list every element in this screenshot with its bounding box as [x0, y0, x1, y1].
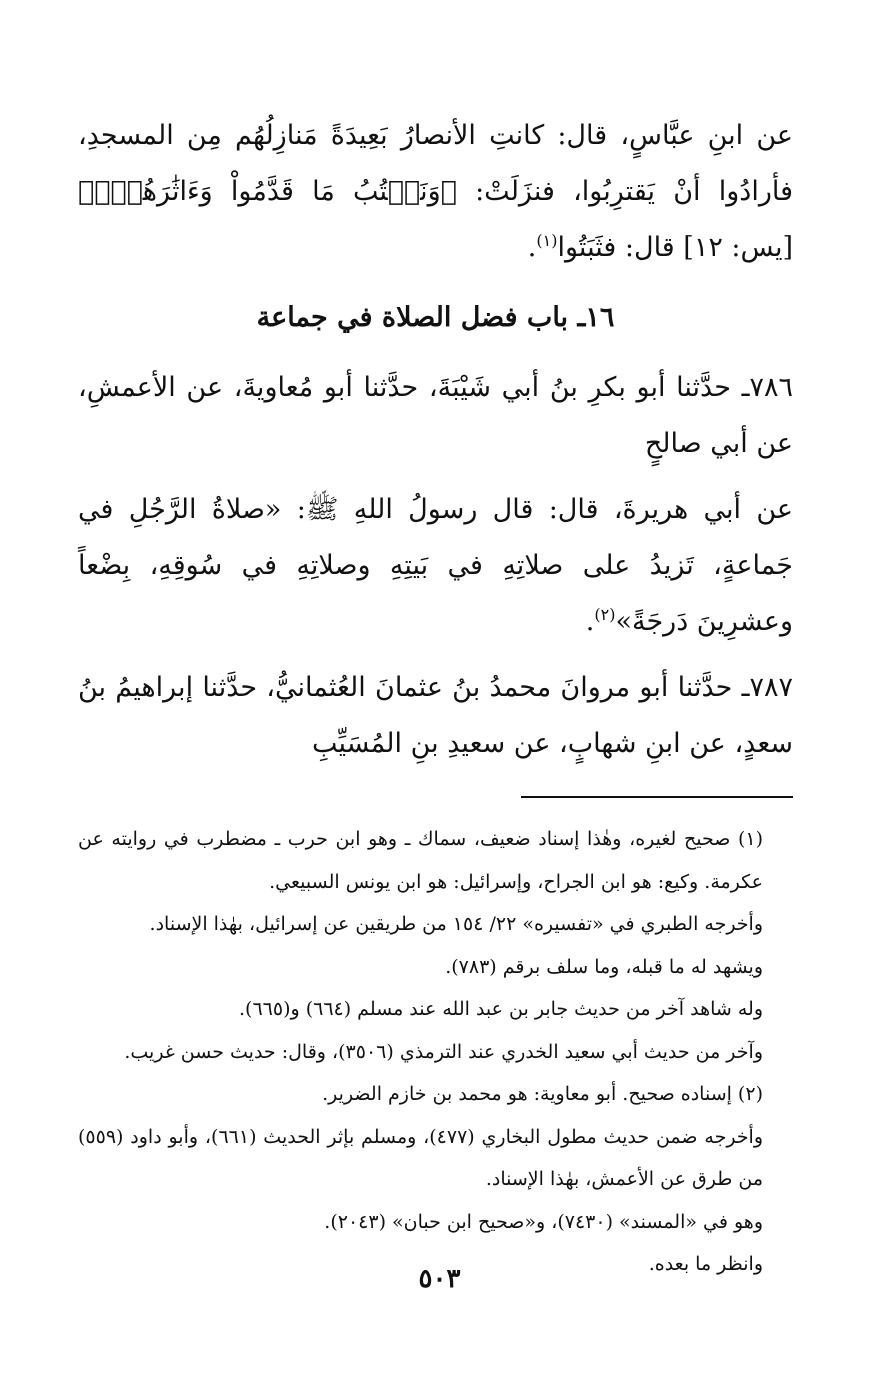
footnote-1-line: وله شاهد آخر من حديث جابر بن عبد الله عند مسلم (٦٦٤) و(٦٦٥). [238, 998, 763, 1020]
main-text [78, 108, 793, 772]
footnote-1: (١) صحيح لغيره، وهٰذا إسناد ضعيف، سماك ـ وهو ابن حرب ـ مضطرب في روايته عن عكرمة. وكيع: هو ابن الجراح، وإسرائيل: هو ابن يونس السبيعي. [78, 828, 763, 893]
footnote-2-line: وأخرجه ضمن حديث مطول البخاري (٤٧٧)، ومسلم بإثر الحديث (٦٦١)، وأبو داود (٥٥٩) من طرق عن الأعمش، بهٰذا الإسناد. [78, 1125, 763, 1190]
footnote-1-line: وأخرجه الطبري في «تفسيره» ٢٢/ ١٥٤ من طريقين عن إسرائيل، بهٰذا الإسناد. [149, 913, 763, 935]
footnote-2: (٢) إسناده صحيح. أبو معاوية: هو محمد بن خازم الضرير. [322, 1083, 763, 1105]
footnote-ref-2[interactable]: (٢) [594, 605, 616, 624]
footnote-ref-1[interactable]: (١) [536, 231, 558, 250]
hadith-786-isnad: ٧٨٦ـ حدَّثنا أبو بكرِ بنُ أبي شَيْبَةَ، حدَّثنا أبو مُعاويةَ، عن الأعمشِ، عن أبي صالحٍ [78, 372, 793, 459]
footnote-2-line: وهو في «المسند» (٧٤٣٠)، و«صحيح ابن حبان» (٢٠٤٣). [324, 1210, 763, 1233]
footnotes [78, 818, 793, 1286]
footnote-separator [521, 796, 793, 798]
chapter-title: ١٦ـ باب فضل الصلاة في جماعة [256, 302, 615, 333]
footnote-1-line: ويشهد له ما قبله، وما سلف برقم (٧٨٣). [445, 955, 763, 978]
footnote-1-line: وآخر من حديث أبي سعيد الخدري عند الترمذي (٣٥٠٦)، وقال: حديث حسن غريب. [124, 1040, 763, 1063]
paragraph-ibn-abbas: عن ابنِ عبَّاسٍ، قال: كانتِ الأنصارُ بَعِيدَةً مَنازِلُهُم مِن المسجدِ، فأرادُوا أنْ يَقترِبُوا، فنزَلَتْ: ﴿وَنَكۡتُبُ مَا قَدَّمُواْ وَءَاثَٰرَهُمۡۚ﴾ [يس: ١٢] قال: فثَبَتُوا$^{(١)}$. [78, 120, 793, 263]
footnote-2-line: وانظر ما بعده. [648, 1253, 763, 1275]
hadith-787-isnad: ٧٨٧ـ حدَّثنا أبو مروانَ محمدُ بنُ عثمانَ العُثمانيُّ، حدَّثنا إبراهيمُ بنُ سعدٍ، عن ابنِ شهابٍ، عن سعيدِ بنِ المُسَيِّبِ [78, 672, 793, 759]
page-number: ٥٠٣ [418, 1264, 461, 1294]
hadith-786-matn: عن أبي هريرةَ، قال: قال رسولُ اللهِ ﷺ: «صلاةُ الرَّجُلِ في جَماعةٍ، تَزيدُ على صلاتِهِ في بَيتِهِ وصلاتِهِ في سُوقِهِ، بِضْعاً وعشرِينَ دَرجَةً»$^{(٢)}$. [78, 494, 793, 637]
